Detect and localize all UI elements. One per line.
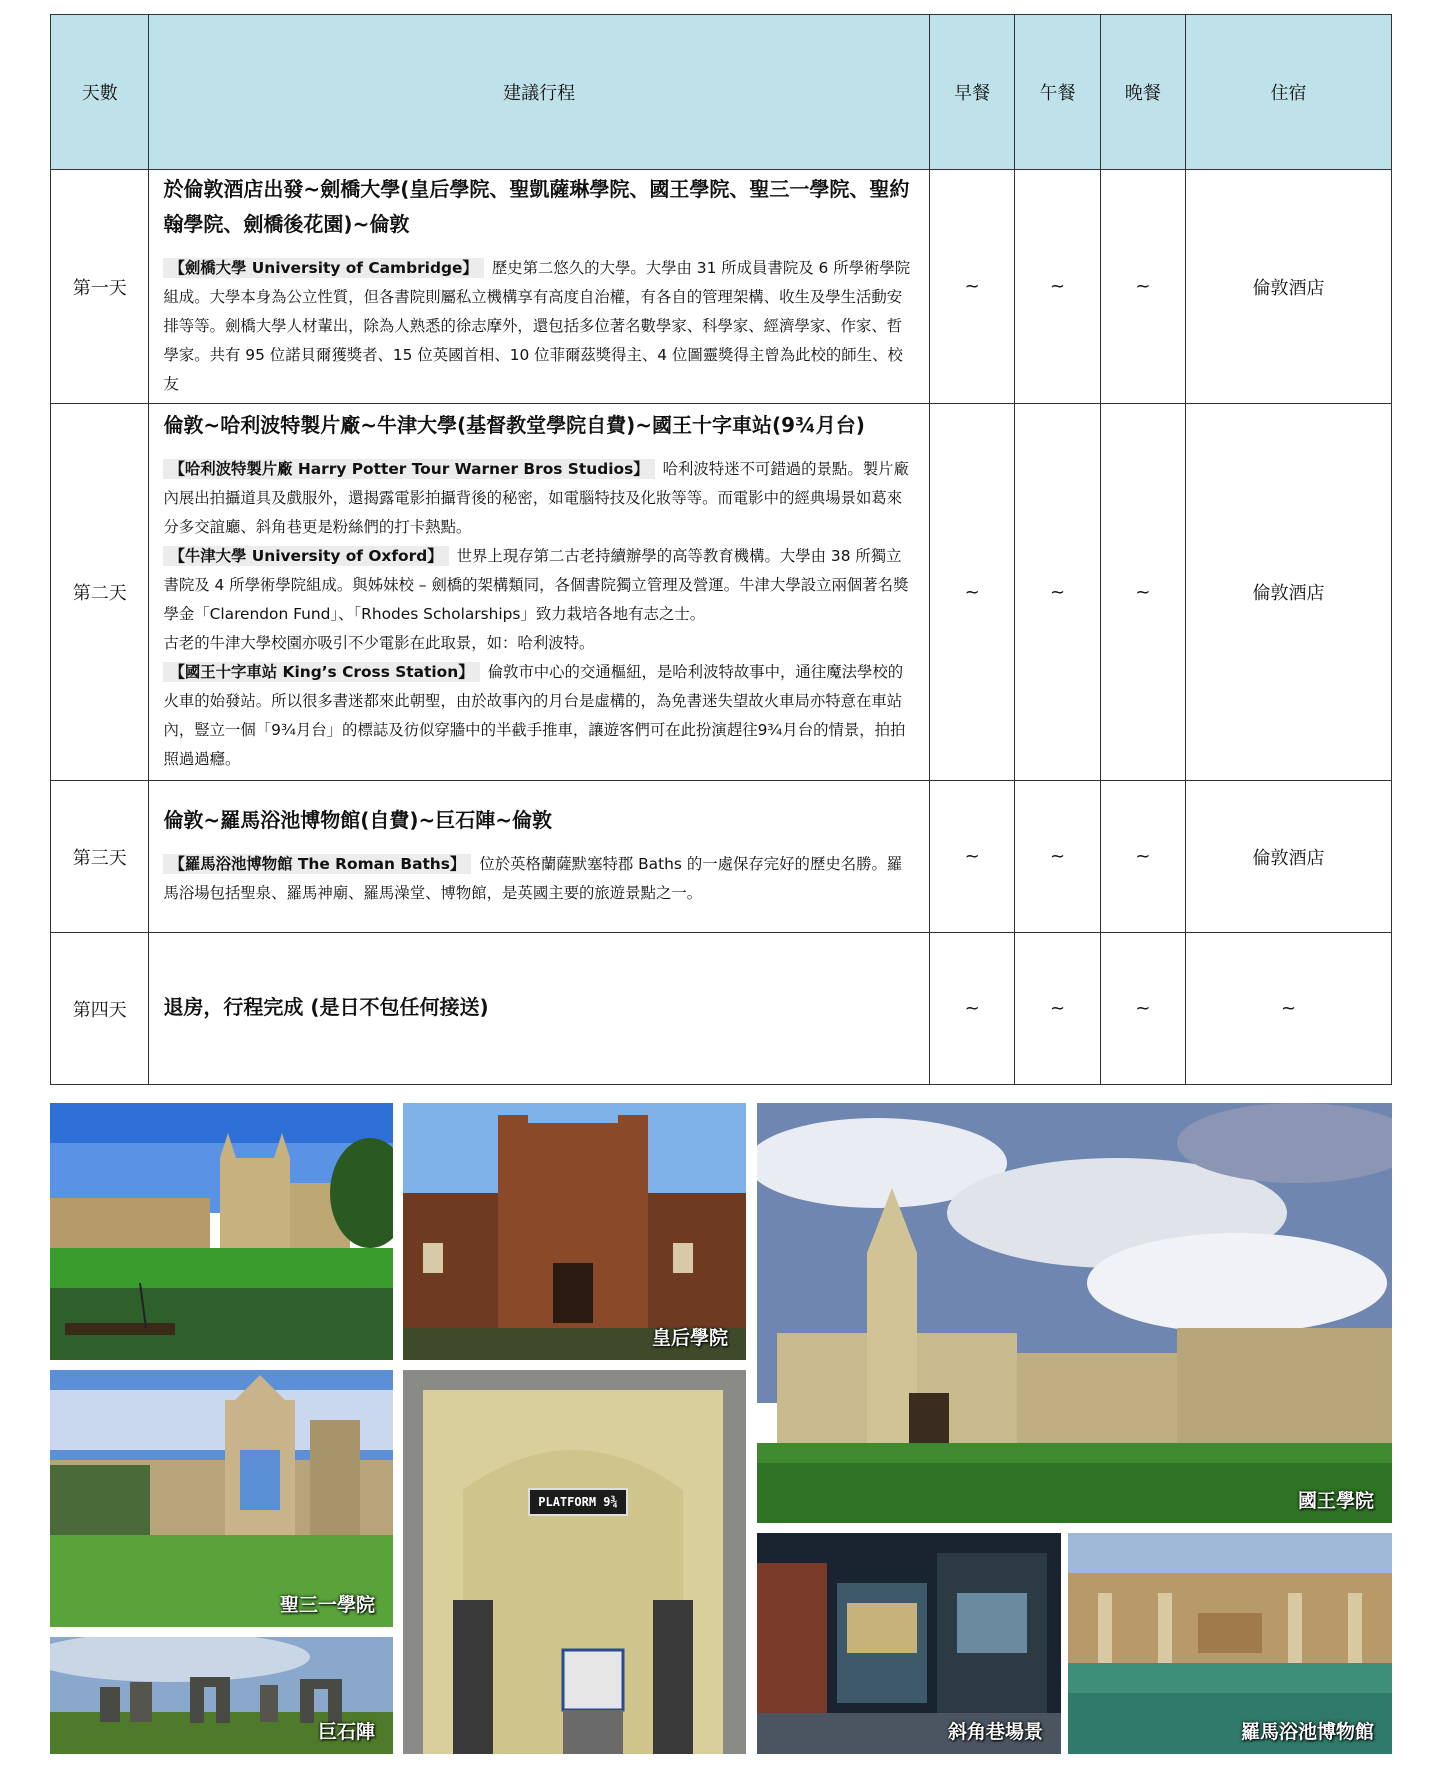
route-title: 於倫敦酒店出發~劍橋大學(皇后學院、聖凱薩琳學院、國王學院、聖三一學院、聖約翰學院、劍橋後花園)~倫敦 (163, 177, 910, 236)
dinner-cell: ~ (1100, 933, 1185, 1085)
plan-cell (149, 933, 929, 1085)
hotel-cell: 倫敦酒店 (1186, 170, 1392, 404)
platform-sign: PLATFORM 9¾ (528, 1488, 628, 1516)
table-row (51, 404, 1392, 781)
table-header-row (51, 15, 1392, 170)
item-tag: 【哈利波特製片廠 Harry Potter Tour Warner Bros Studios】 (163, 459, 654, 479)
photo-platform (403, 1370, 746, 1754)
lunch-cell: ~ (1015, 170, 1100, 404)
header-breakfast: 早餐 (929, 15, 1014, 170)
item-desc (163, 850, 914, 908)
photo-stonehenge (50, 1637, 393, 1754)
plan-cell (149, 170, 929, 404)
item-desc (163, 629, 914, 658)
hotel-cell: ~ (1186, 933, 1392, 1085)
photo-cambridge-river (50, 1103, 393, 1360)
breakfast-cell: ~ (929, 933, 1014, 1085)
header-day: 天數 (51, 15, 149, 170)
header-lunch: 午餐 (1015, 15, 1100, 170)
table-row (51, 170, 1392, 404)
hotel-cell: 倫敦酒店 (1186, 404, 1392, 781)
item-desc (163, 658, 914, 774)
item-text: 古老的牛津大學校園亦吸引不少電影在此取景，如：哈利波特。 (163, 634, 595, 652)
item-desc (163, 455, 914, 542)
item-text: 哈利波特迷不可錯過的景點。製片廠內展出拍攝道具及戲服外，還揭露電影拍攝背後的秘密，如電腦特技及化妝等等。而電影中的經典場景如葛來分多交誼廳、斜角巷更是粉絲們的打卡熱點。 (163, 460, 909, 536)
lunch-cell: ~ (1015, 781, 1100, 933)
breakfast-cell: ~ (929, 781, 1014, 933)
photo-caption: 國王學院 (1297, 1490, 1374, 1512)
item-tag: 【羅馬浴池博物館 The Roman Baths】 (163, 854, 471, 874)
lunch-cell: ~ (1015, 933, 1100, 1085)
item-tag: 【牛津大學 University of Oxford】 (163, 546, 448, 566)
breakfast-cell: ~ (929, 404, 1014, 781)
breakfast-cell: ~ (929, 170, 1014, 404)
photo-caption: 巨石陣 (317, 1721, 375, 1743)
header-hotel: 住宿 (1186, 15, 1392, 170)
table-row (51, 781, 1392, 933)
dinner-cell: ~ (1100, 404, 1185, 781)
photo-kings-college (757, 1103, 1392, 1523)
photo-caption: 羅馬浴池博物館 (1240, 1721, 1374, 1743)
day-label: 第二天 (51, 404, 149, 781)
photo-trinity-college (50, 1370, 393, 1627)
item-text: 歷史第二悠久的大學。大學由 31 所成員書院及 6 所學術學院組成。大學本身為公立性質，但各書院則屬私立機構享有高度自治權，有各自的管理架構、收生及學生活動安排等等。劍橋大學人材輩出，除為人熟悉的徐志摩外，還包括多位著名數學家、科學家、經濟學家、作家、哲學家。共有 95 位諾貝爾獲獎者、15 位英國首相、10 位菲爾茲獎得主、4 位圖靈獎得主曾為此校的師生、校友 (163, 259, 911, 393)
item-desc (163, 254, 914, 399)
photo-diagon-alley (757, 1533, 1061, 1754)
day-label: 第四天 (51, 933, 149, 1085)
route-title: 倫敦~羅馬浴池博物館(自費)~巨石陣~倫敦 (163, 808, 552, 832)
route-title: 退房，行程完成 (是日不包任何接送) (163, 995, 489, 1019)
item-desc (163, 542, 914, 629)
table-row (51, 933, 1392, 1085)
itinerary-table (50, 14, 1392, 1085)
plan-cell (149, 404, 929, 781)
day-label: 第三天 (51, 781, 149, 933)
dinner-cell: ~ (1100, 781, 1185, 933)
photo-queens-college (403, 1103, 746, 1360)
header-dinner: 晚餐 (1100, 15, 1185, 170)
plan-cell (149, 781, 929, 933)
photo-caption: 皇后學院 (651, 1327, 728, 1349)
photo-roman-baths (1068, 1533, 1392, 1754)
item-text: 位於英格蘭薩默塞特郡 Baths 的一處保存完好的歷史名勝。羅馬浴場包括聖泉、羅馬神廟、羅馬澡堂、博物館，是英國主要的旅遊景點之一。 (163, 855, 903, 902)
photo-caption: 斜角巷場景 (947, 1721, 1043, 1743)
day-label: 第一天 (51, 170, 149, 404)
route-title: 倫敦~哈利波特製片廠~牛津大學(基督教堂學院自費)~國王十字車站(9¾月台) (163, 413, 865, 437)
photo-caption: 聖三一學院 (279, 1594, 375, 1616)
hotel-cell: 倫敦酒店 (1186, 781, 1392, 933)
dinner-cell: ~ (1100, 170, 1185, 404)
item-tag: 【劍橋大學 University of Cambridge】 (163, 258, 483, 278)
lunch-cell: ~ (1015, 404, 1100, 781)
header-plan: 建議行程 (149, 15, 929, 170)
item-text: 倫敦市中心的交通樞紐，是哈利波特故事中，通往魔法學校的火車的始發站。所以很多書迷都來此朝聖，由於故事內的月台是虛構的，為免書迷失望故火車局亦特意在車站內，豎立一個「9¾月台」的標誌及彷似穿牆中的半截手推車，讓遊客們可在此扮演趕往9¾月台的情景，拍拍照過過癮。 (163, 663, 906, 768)
item-tag: 【國王十字車站 King’s Cross Station】 (163, 662, 479, 682)
item-text: 世界上現存第二古老持續辦學的高等教育機構。大學由 38 所獨立書院及 4 所學術學院組成。與姊妹校 – 劍橋的架構類同，各個書院獨立管理及營運。牛津大學設立兩個著名獎學金「Clarendon Fund」、「Rhodes Scholarships」致力栽培各地有志之士。 (163, 547, 909, 623)
